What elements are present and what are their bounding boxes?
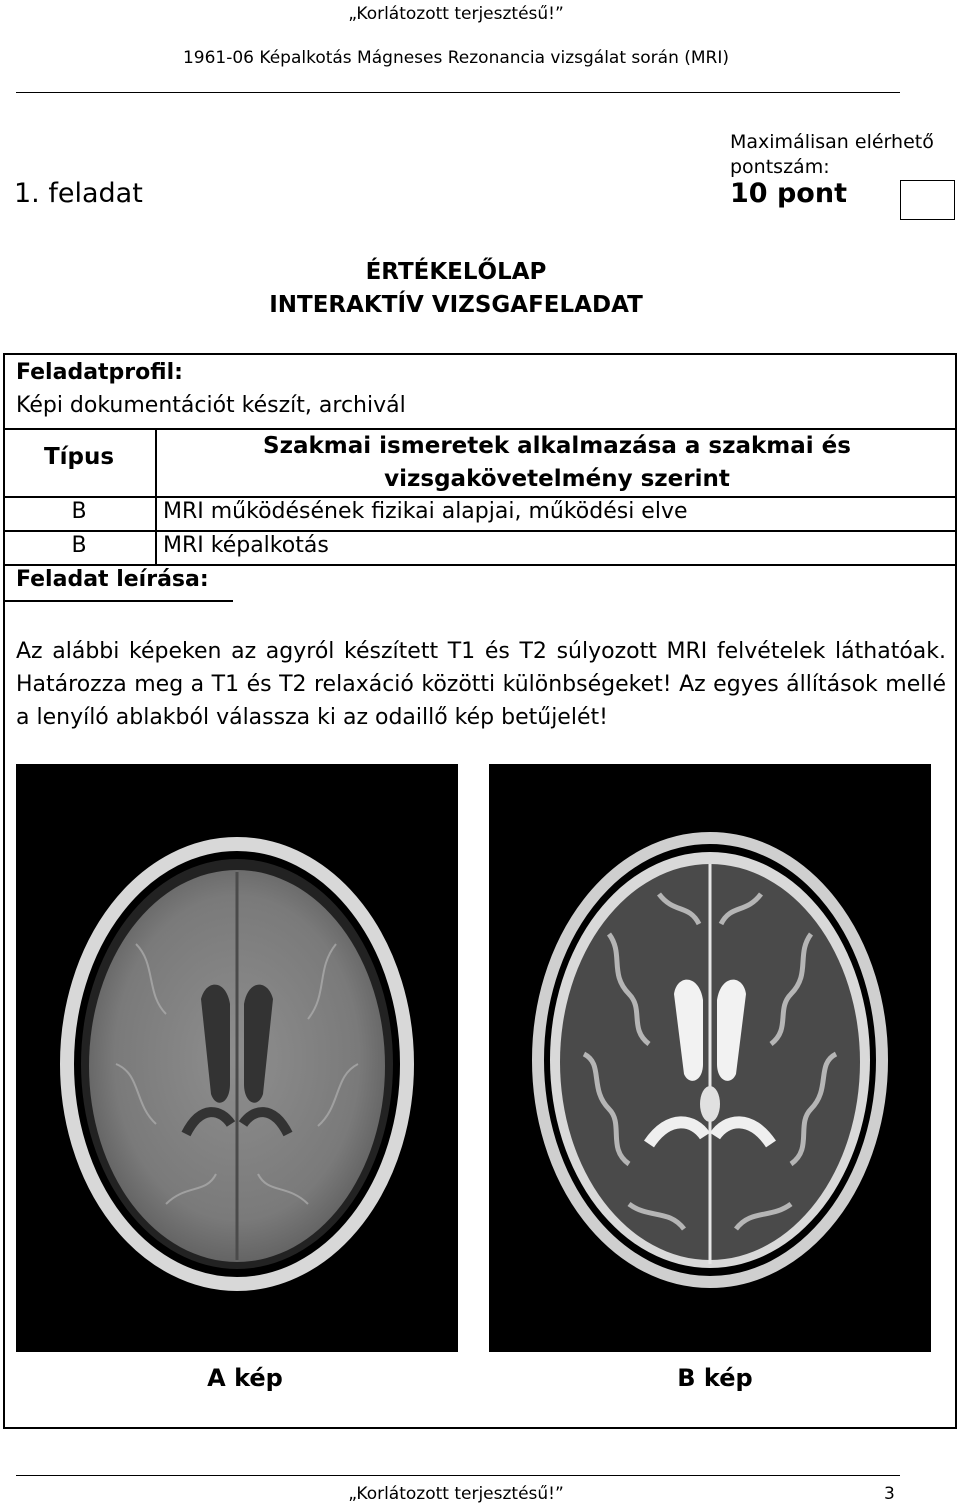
header-subtitle: 1961-06 Képalkotás Mágneses Rezonancia vizsgálat során (MRI)	[182, 48, 730, 68]
header-restricted-note: „Korlátozott terjesztésű!”	[348, 4, 564, 24]
table-row-text: MRI működésének fizikai alapjai, működési elve	[163, 499, 688, 524]
brain-mri-t1-image	[16, 764, 458, 1352]
table-row-type: B	[71, 533, 87, 558]
table-divider	[3, 530, 957, 532]
image-b-caption: B kép	[677, 1364, 753, 1392]
sheet-title-line1: ÉRTÉKELŐLAP	[365, 259, 547, 285]
profile-title: Feladatprofil:	[16, 360, 183, 385]
table-row-type: B	[71, 499, 87, 524]
page-number: 3	[884, 1484, 895, 1504]
max-points-label: Maximálisan elérhető pontszám:	[730, 131, 934, 178]
table-divider	[3, 564, 957, 566]
description-title: Feladat leírása:	[16, 567, 209, 592]
table-row-text: MRI képalkotás	[163, 533, 329, 558]
footer-divider	[16, 1475, 900, 1476]
type-column-header: Típus	[43, 444, 115, 470]
task-number: 1. feladat	[14, 178, 143, 209]
header-divider	[16, 92, 900, 93]
description-title-underline	[3, 600, 233, 602]
profile-value: Képi dokumentációt készít, archivál	[16, 393, 406, 418]
type-table-header: Szakmai ismeretek alkalmazása a szakmai és vizsgakövetelmény szerint	[263, 433, 851, 492]
description-text: Az alábbi képeken az agyról készített T1 és T2 súlyozott MRI felvételek láthatóak. Határozza meg a T1 és T2 relaxáció közötti különbségeket! Az egyes állítások mellé a lenyíló ablakból válassza ki az odaillő kép betűjelét!	[16, 639, 946, 730]
table-divider	[3, 496, 957, 498]
sheet-title	[0, 256, 912, 322]
footer-restricted-note: „Korlátozott terjesztésű!”	[348, 1484, 564, 1504]
image-a-caption: A kép	[207, 1364, 283, 1392]
sheet-title-line2: INTERAKTÍV VIZSGAFELADAT	[269, 292, 643, 318]
max-points-value: 10 pont	[730, 178, 847, 209]
brain-mri-t2-image	[489, 764, 931, 1352]
score-input-box[interactable]	[900, 180, 955, 220]
